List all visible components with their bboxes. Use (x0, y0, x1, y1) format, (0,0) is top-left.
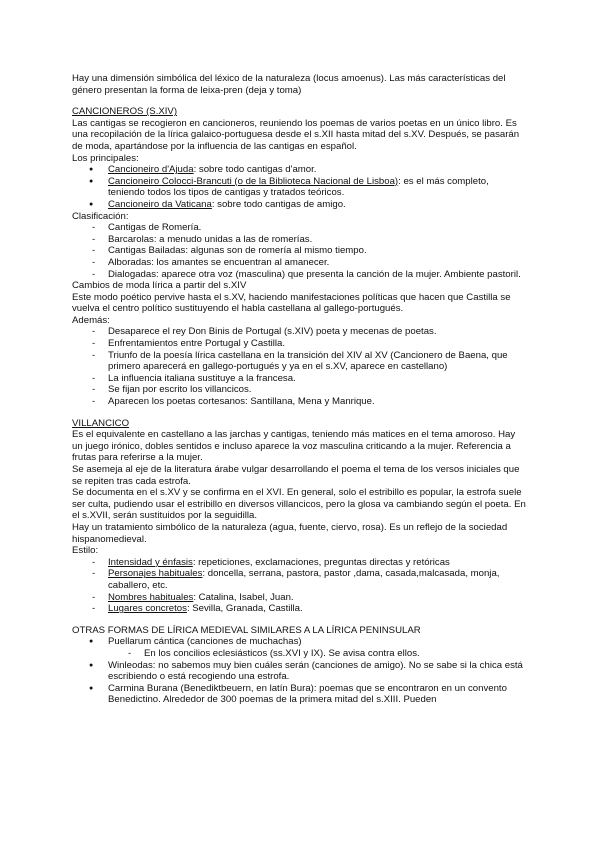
clasificacion-label: Clasificación: (72, 210, 129, 222)
list-item: ● Puellarum cántica (canciones de muchachas) (72, 636, 528, 648)
estilo-desc: : repeticiones, exclamaciones, preguntas directas y retóricas (192, 556, 450, 568)
list-item: - Cantigas de Romería. (72, 222, 528, 234)
list-item (72, 568, 528, 591)
principales-label: Los principales: (72, 152, 139, 164)
estilo-desc: : doncella, serrana, pastora, pastor ,dama, casada,malcasada, monja, caballero, etc. (108, 568, 500, 591)
list-item: - Alboradas: los amantes se encuentran al amanecer. (72, 257, 528, 269)
villancico-paragraph-2: Se asemeja al eje de la literatura árabe vulgar desarrollando el poema el tema de los versos iniciales que se repiten tras cada estrofa. (72, 464, 520, 487)
villancico-paragraph-4: Hay un tratamiento simbólico de la naturaleza (agua, fuente, ciervo, rosa). Es un reflejo de la sociedad hispanomedieval. (72, 521, 508, 545)
otras-list (72, 636, 528, 706)
cancionero-name: Cancioneiro d'Ajuda (108, 164, 194, 176)
list-item: - La influencia italiana sustituye a la francesa. (72, 373, 528, 385)
cambios-label: Cambios de moda lírica a partir del s.XIV (72, 280, 247, 292)
list-item (72, 176, 528, 199)
cancioneros-paragraph: Las cantigas se recogieron en cancioneros, reuniendo los poemas de varios poetas en un único libro. Es una recopilación de la lírica galaico-portuguesa desde el s.XII hasta mitad del s.XV. Después, se pasarán de moda, apartándose por la influencia de las cantigas en español. (72, 117, 520, 152)
list-item (72, 592, 528, 604)
cancionero-desc: : sobre todo cantigas de amigo. (211, 198, 346, 210)
list-item: - Barcarolas: a menudo unidas a las de romerías. (72, 234, 528, 246)
ademas-label: Además: (72, 314, 110, 326)
clasificacion-list (72, 222, 528, 280)
list-item: - Dialogadas: aparece otra voz (masculina) que presenta la canción de la mujer. Ambiente pastoril. (72, 269, 528, 281)
cancioneros-heading: CANCIONEROS (S.XIV) (72, 106, 178, 118)
document-body (72, 73, 528, 706)
principales-list (72, 164, 528, 210)
estilo-name: Intensidad y énfasis (108, 556, 193, 568)
sub-list-item: - En los concilios eclesiásticos (ss.XVI y IX). Se avisa contra ellos. (72, 648, 528, 660)
intro-paragraph: Hay una dimensión simbólica del léxico de la naturaleza (locus amoenus). Las más características del género presentan la forma de leixa-pren (deja y toma) (72, 73, 506, 96)
estilo-desc: : Catalina, Isabel, Juan. (193, 591, 294, 603)
list-item: - Cantigas Bailadas: algunas son de romería al mismo tiempo. (72, 245, 528, 257)
estilo-list (72, 557, 528, 615)
estilo-name: Nombres habituales (108, 591, 194, 603)
villancico-heading: VILLANCICO (72, 417, 130, 429)
estilo-label: Estilo: (72, 545, 99, 557)
list-item (72, 199, 528, 211)
list-item: ● Winleodas: no sabemos muy bien cuáles serán (canciones de amigo). No se sabe si la chica está escribiendo o está recogiendo una estrofa. (72, 660, 528, 683)
list-item: - Enfrentamientos entre Portugal y Castilla. (72, 338, 528, 350)
list-item: - Triunfo de la poesía lírica castellana en la transición del XIV al XV (Cancionero de Baena, que primero aparecerá en gallego-portugués y ya en el s.XV, aparece en castellano) (72, 350, 528, 373)
cancionero-desc: : sobre todo cantigas d'amor. (193, 164, 317, 176)
list-item: - Se fijan por escrito los villancicos. (72, 384, 528, 396)
cancionero-name: Cancioneiro da Vaticana (108, 198, 212, 210)
villancico-paragraph-1: Es el equivalente en castellano a las jarchas y cantigas, teniendo más matices en el tema amoroso. Hay un juego irónico, dobles sentidos e incluso aparece la voz masculina criticando a la mujer. Referencia a frutas para referirse a la mujer. (72, 429, 516, 464)
otras-heading: OTRAS FORMAS DE LÍRICA MEDIEVAL SIMILARES A LA LÍRICA PENINSULAR (72, 624, 421, 636)
list-item (72, 557, 528, 569)
estilo-name: Personajes habituales (108, 568, 203, 580)
list-item: - Desaparece el rey Don Binis de Portugal (s.XIV) poeta y mecenas de poetas. (72, 326, 528, 338)
cancionero-desc: : es el más completo, teniendo todos los tipos de cantigas y tratados teóricos. (108, 175, 489, 199)
cancionero-name: Cancioneiro Colocci-Brancuti (o de la Biblioteca Nacional de Lisboa) (108, 175, 399, 187)
estilo-name: Lugares concretos (108, 603, 187, 615)
list-item: ● Carmina Burana (Benediktbeuern, en latín Bura): poemas que se encontraron en un convento Benedictino. Alrededor de 300 poemas de la primera mitad del s.XIII. Pueden (72, 683, 528, 706)
list-item (72, 603, 528, 615)
ademas-list (72, 326, 528, 407)
list-item: - Aparecen los poetas cortesanos: Santillana, Mena y Manrique. (72, 396, 528, 408)
list-item (72, 164, 528, 176)
cambios-paragraph: Este modo poético pervive hasta el s.XV, haciendo manifestaciones políticas que hacen que Castilla se vuelva el centro político sustituyendo el habla castellana al gallego-portugués. (72, 291, 511, 315)
villancico-paragraph-3: Se documenta en el s.XV y se confirma en el XVI. En general, solo el estribillo es popular, la estrofa suele ser culta, pudiendo usar el estribillo en diversos villancicos, pero la glosa va cambiando según el poeta. En el s.XVII, serán sustituidos por la seguidilla. (72, 487, 526, 522)
estilo-desc: : Sevilla, Granada, Castilla. (186, 603, 303, 615)
